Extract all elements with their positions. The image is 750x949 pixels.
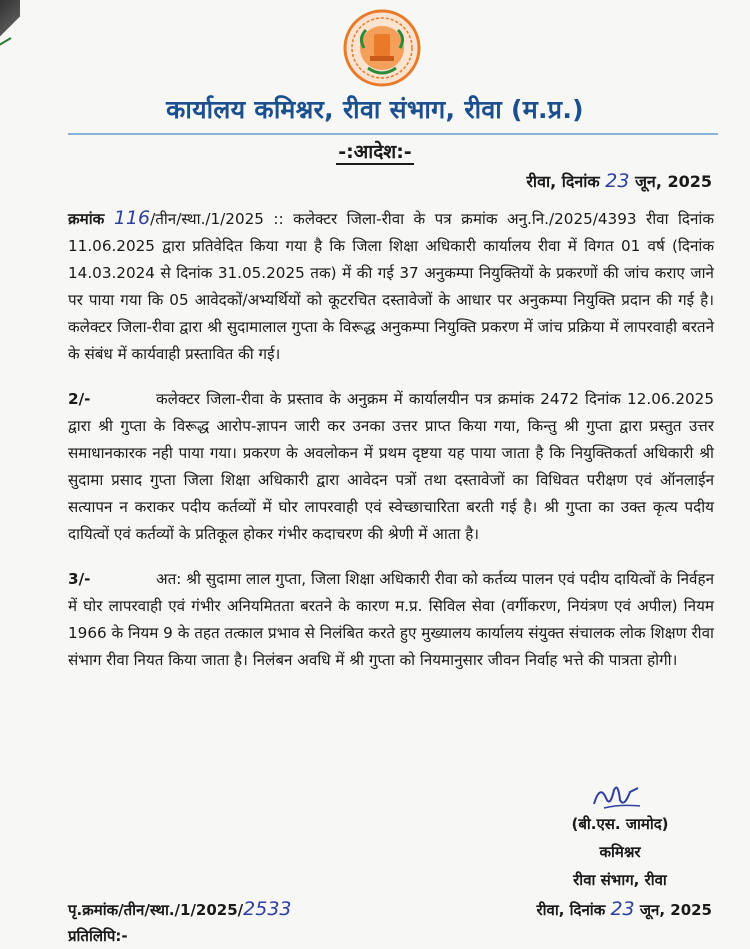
paragraph-1-text: /तीन/स्था./1/2025 :: कलेक्टर जिला-रीवा के पत्र क्रमांक अनु.नि./2025/4393 रीवा दिनांक 11.06.2025 द्वारा प्रतिवेदित किया गया है कि जिला शिक्षा अधिकारी कार्यालय रीवा में विगत 01 वर्ष (दिनांक 14.03.2024 से दिनांक 31.05.2025 तक) में की गई 37 अनुकम्पा नियुक्तियों के प्रकरणों की जांच कराए जाने पर पाया गया कि 05 आवेदकों/अभ्यर्थियों को कूटरचित दस्तावेजों के आधार पर अनुकम्पा नियुक्ति प्रदान की गई है। कलेक्टर जिला-रीवा द्वारा श्री सुदामालाल गुप्ता के विरूद्ध अनुकम्पा नियुक्ति प्रकरण में जांच प्रक्रिया में लापरवाही बरतने के संबंध में कार्यवाही प्रस्तावित की गई। [68,210,715,363]
endorsement-date-suffix: जून, 2025 [639,901,712,919]
paragraph-3 [68,566,714,674]
paragraph-3-text: अत: श्री सुदामा लाल गुप्ता, जिला शिक्षा अधिकारी रीवा को कर्तव्य पालन एवं पदीय दायित्वों के निर्वहन में घोर लापरवाही एवं गंभीर अनियमितता बरतने के कारण म.प्र. सिविल सेवा (वर्गीकरण, नियंत्रण एवं अपील) नियम 1966 के नियम 9 के तहत तत्काल प्रभाव से निलंबित करते हुए मुख्यालय कार्यालय संयुक्त संचालक लोक शिक्षण रीवा संभाग रीवा नियत किया जाता है। निलंबन अवधि में श्री गुप्ता को नियमानुसार जीवन निर्वाह भत्ते की पात्रता होगी। [68,570,714,669]
office-title: कार्यालय कमिश्नर, रीवा संभाग, रीवा (म.प्र.) [166,95,584,124]
paragraph-2-text: कलेक्टर जिला-रीवा के प्रस्ताव के अनुक्रम में कार्यालयीन पत्र क्रमांक 2472 दिनांक 12.06.2025 द्वारा श्री गुप्ता के विरूद्ध आरोप-ज्ञापन जारी कर उनका उत्तर प्राप्त किया गया, किन्तु श्री गुप्ता द्वारा प्रस्तुत उत्तर समाधानकारक नही पाया गया। प्रकरण के अवलोकन में प्रथम दृष्टया यह पाया जाता है कि नियुक्तिकर्ता अधिकारी श्री सुदामा प्रसाद गुप्ता जिला शिक्षा अधिकारी द्वारा आवेदन पत्रों तथा दस्तावेजों का विधिवत परीक्षण एवं ऑनलाईन सत्यापन न कराकर पदीय कर्तव्यों में घोर लापरवाही एवं स्वेच्छाचारिता बरती गई है। श्री गुप्ता का उक्त कृत्य पदीय दायित्वों एवं कर्तव्यों के प्रतिकूल होकर गंभीर कदाचरण की श्रेणी में आता है। [68,390,714,543]
state-emblem-icon [338,8,426,88]
order-date-day: 23 [605,170,630,192]
order-heading-text: -:आदेश:- [338,141,412,163]
paragraph-3-number: 3/- [68,570,91,588]
signatory-name: (बी.एस. जामोद) [571,815,669,833]
order-date-prefix: रीवा, दिनांक [526,172,600,191]
signature-icon [590,778,644,814]
header-rule [68,133,718,135]
ref-number-handwritten: 116 [113,207,151,229]
signatory-division: रीवा संभाग, रीवा [573,871,667,889]
ref-label: क्रमांक [68,210,105,228]
paragraph-2-number: 2/- [68,390,91,408]
endorsement-ref-number: 2533 [243,898,292,920]
endorsement-ref [68,898,292,920]
order-heading [0,138,750,164]
paragraph-2 [68,386,714,548]
order-date-suffix: जून, 2025 [635,172,712,191]
signatory-designation: कमिश्नर [599,843,641,861]
endorsement-date-prefix: रीवा, दिनांक [536,901,606,919]
order-body [68,205,714,692]
order-date [526,170,712,192]
copy-to-label: प्रतिलिपि:- [68,927,128,945]
signatory-block [520,810,720,894]
endorsement-ref-prefix: पृ.क्रमांक/तीन/स्था./1/2025/ [68,901,244,919]
endorsement-date-day: 23 [610,898,635,920]
paragraph-1 [68,205,714,368]
endorsement-date [536,898,712,920]
